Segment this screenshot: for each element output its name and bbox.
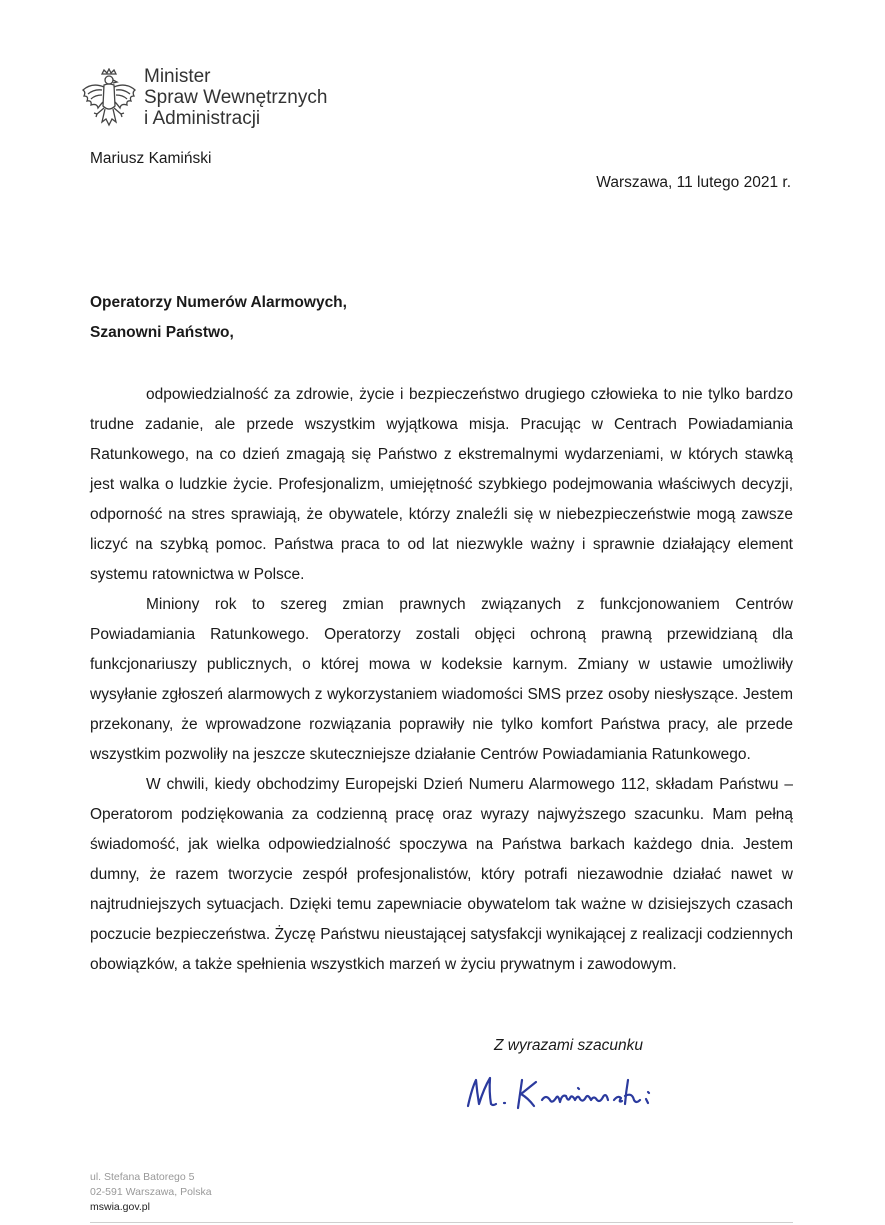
ministry-line-2: Spraw Wewnętrznych [144,87,328,108]
footer-divider [90,1222,793,1223]
paragraph-1: odpowiedzialność za zdrowie, życie i bezpieczeństwo drugiego człowieka to nie tylko bardzo trudne zadanie, ale przede wszystkim wyjątkowa misja. Pracując w Centrach Powiadamiania Ratunkowego, na co dzień zmagają się Państwo z ekstremalnymi wydarzeniami, w których stawką jest walka o ludzkie życie. Profesjonalizm, umiejętność szybkiego podejmowania właściwych decyzji, odporność na stres sprawiają, że obywatele, którzy znaleźli się w niebezpieczeństwie mogą zawsze liczyć na szybką pomoc. Państwa praca to od lat niezwykle ważny i sprawnie działający element systemu ratownictwa w Polsce. [90,386,793,583]
ministry-name [144,66,327,129]
salutation [90,288,347,348]
closing-phrase: Z wyrazami szacunku [494,1037,644,1054]
sender-name: Mariusz Kamiński [90,150,212,167]
ministry-line-3: i Administracji [144,108,261,129]
letter-body [90,380,793,980]
footer-website: mswia.gov.pl [90,1201,150,1213]
polish-eagle-icon [80,68,138,134]
paragraph-3: W chwili, kiedy obchodzimy Europejski Dzień Numeru Alarmowego 112, składam Państwu – Operatorom podziękowania za codzienną pracę oraz wyrazy najwyższego szacunku. Mam pełną świadomość, jak wielka odpowiedzialność spoczywa na Państwa barkach każdego dnia. Jestem dumny, że razem tworzycie zespół profesjonalistów, który potrafi niezawodnie działać nawet w najtrudniejszych sytuacjach. Dzięki temu zapewniacie obywatelom tak ważne w dzisiejszych czasach poczucie bezpieczeństwa. Życzę Państwu nieustającej satysfakcji wynikającej z realizacji codziennych obowiązków, a także spełnienia wszystkich marzeń w życiu prywatnym i zawodowym. [90,776,793,973]
addressee: Operatorzy Numerów Alarmowych, [90,294,347,311]
letterhead [80,64,380,138]
handwritten-signature [462,1070,672,1116]
paragraph-2: Miniony rok to szereg zmian prawnych związanych z funkcjonowaniem Centrów Powiadamiania Ratunkowego. Operatorzy zostali objęci ochroną prawną przewidzianą dla funkcjonariuszy publicznych, o której mowa w kodeksie karnym. Zmiany w ustawie umożliwiły wysyłanie zgłoszeń alarmowych z wykorzystaniem wiadomości SMS przez osoby niesłyszące. Jestem przekonany, że wprowadzone rozwiązania poprawiły nie tylko komfort Państwa pracy, ale przede wszystkim pozwoliły na jeszcze skuteczniejsze działanie Centrów Powiadamiania Ratunkowego. [90,596,793,763]
place-date: Warszawa, 11 lutego 2021 r. [596,174,791,191]
footer-address-street: ul. Stefana Batorego 5 [90,1171,195,1183]
footer [90,1170,212,1215]
footer-address-city: 02-591 Warszawa, Polska [90,1186,212,1198]
ministry-line-1: Minister [144,66,211,87]
greeting: Szanowni Państwo, [90,324,234,341]
